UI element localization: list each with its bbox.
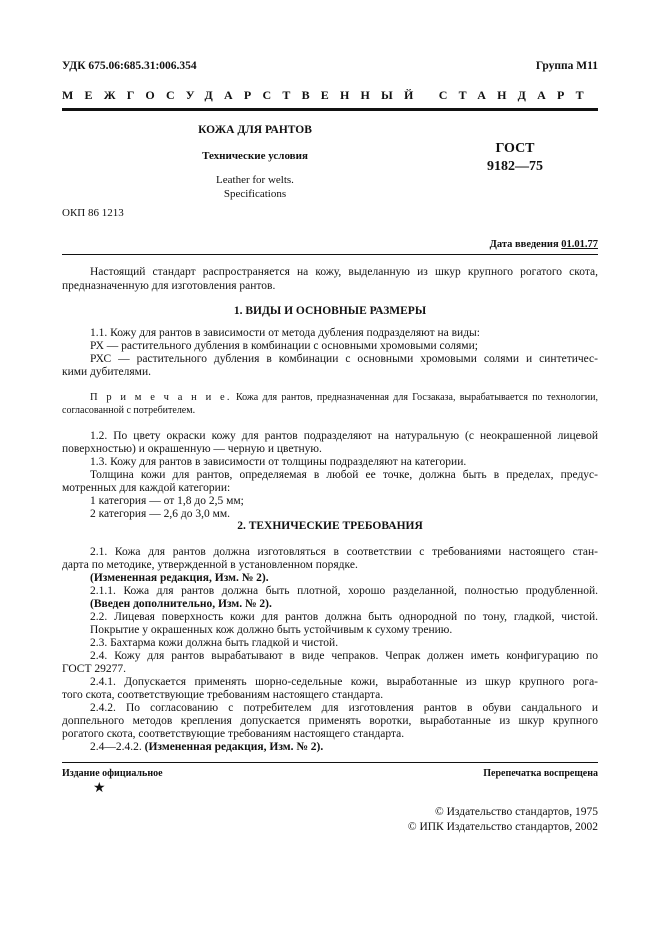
standard-type: МЕЖГОСУДАРСТВЕННЫЙ СТАНДАРТ (62, 88, 595, 102)
okp-code: ОКП 86 1213 (62, 207, 124, 219)
date-label: Дата введения (489, 239, 559, 250)
note-text: Кожа для рантов, предназначенная для Госзаказа, вырабатывается по технологии, (235, 392, 598, 403)
doc-subtitle: Технические условия (202, 150, 308, 162)
text-line: 2 категория — 2,6 до 3,0 мм. (90, 508, 231, 520)
text-line: рогатого скота, соответствующие требованиям настоящего стандарта. (62, 728, 405, 740)
intro-line: Настоящий стандарт распространяется на кожу, выделанную из шкур крупного рогатого скота, (90, 266, 598, 278)
text-line: ГОСТ 29277. (62, 663, 127, 675)
text-line: того скота, соответствующие требованиям настоящего стандарта. (62, 689, 384, 701)
text-line: дарта по методике, утвержденной в установленном порядке. (62, 559, 358, 571)
text-line: поверхностью) и окрашенную — черную и цветную. (62, 443, 322, 455)
text-line: кими дубителями. (62, 366, 151, 378)
text-line: 2.4.1. Допускается применять шорно-седельные кожи, выработанные из шкур крупного рога- (90, 676, 598, 688)
text-line (90, 741, 598, 754)
date-rule (62, 254, 598, 255)
footer-rule (62, 762, 598, 763)
text-line: мотренных для каждой категории: (62, 482, 231, 494)
text-line: Толщина кожи для рантов, определяемая в любой ее точке, должна быть в пределах, предус- (90, 469, 598, 481)
gost-label: ГОСТ (495, 141, 535, 156)
effective-date (62, 238, 598, 251)
section-2-heading: 2. ТЕХНИЧЕСКИЕ ТРЕБОВАНИЯ (237, 520, 423, 532)
udk-code: УДК 675.06:685.31:006.354 (62, 60, 197, 72)
en-title: Leather for welts. (216, 174, 294, 186)
text-line: 1.3. Кожу для рантов в зависимости от толщины подразделяют на категории. (90, 456, 467, 468)
section-1-heading: 1. ВИДЫ И ОСНОВНЫЕ РАЗМЕРЫ (233, 305, 427, 317)
intro-line: предназначенную для изготовления рантов. (62, 280, 276, 292)
note-line: согласованной с потребителем. (62, 405, 196, 416)
note-label: П р и м е ч а н и е. (90, 392, 232, 403)
text-line: 2.1. Кожа для рантов должна изготовляться в соответствии с требованиями настоящего стан- (90, 546, 598, 558)
reprint-prohibited: Перепечатка воспрещена (483, 768, 598, 779)
text-line: Покрытие у окрашенных кож должно быть устойчивым к сухому трению. (90, 624, 453, 636)
doc-title: КОЖА ДЛЯ РАНТОВ (198, 124, 312, 136)
clause-ref: 2.4—2.4.2. (90, 741, 142, 753)
text-line: 1.1. Кожу для рантов в зависимости от метода дубления подразделяют на виды: (90, 327, 480, 339)
text-line: доппельного методов крепления допускается применять воротки, выработанные из шкур крупного (62, 715, 598, 727)
text-line: (Измененная редакция, Изм. № 2). (90, 572, 269, 584)
note-line (90, 391, 598, 404)
text-line: (Введен дополнительно, Изм. № 2). (90, 598, 272, 610)
text-line: 2.4.2. По согласованию с потребителем для изготовления рантов в обуви сандального и (90, 702, 598, 714)
en-subtitle: Specifications (223, 188, 287, 200)
star-icon: ★ (93, 781, 106, 796)
copyright-2002: © ИПК Издательство стандартов, 2002 (407, 821, 598, 833)
text-line: 1.2. По цвету окраски кожу для рантов подразделяют на натуральную (с неокрашенной лицевой (90, 430, 598, 442)
text-line: 2.2. Лицевая поверхность кожи для рантов должна быть однородной по тону, гладкой, чистой. (90, 611, 598, 623)
header-rule (62, 108, 598, 111)
text-line: 2.1.1. Кожа для рантов должна быть плотной, хорошо разделанной, полностью продубленной. (90, 585, 598, 597)
text-line: 2.3. Бахтарма кожи должна быть гладкой и чистой. (90, 637, 339, 649)
text-line: 1 категория — от 1,8 до 2,5 мм; (90, 495, 244, 507)
text-line: РХ — растительного дубления в комбинации с основными хромовыми солями; (90, 340, 478, 352)
text-line: РХС — растительного дубления в комбинации с основными хромовыми солями и синтетичес- (90, 353, 598, 365)
gost-number: 9182—75 (487, 159, 543, 174)
group-code: Группа М11 (535, 60, 598, 72)
date-value: 01.01.77 (561, 239, 598, 250)
official-edition: Издание официальное (62, 768, 163, 779)
text-line: 2.4. Кожу для рантов вырабатывают в виде чепраков. Чепрак должен иметь конфигурацию по (90, 650, 598, 662)
amendment-note: (Измененная редакция, Изм. № 2). (144, 741, 324, 753)
copyright-1975: © Издательство стандартов, 1975 (434, 806, 598, 818)
